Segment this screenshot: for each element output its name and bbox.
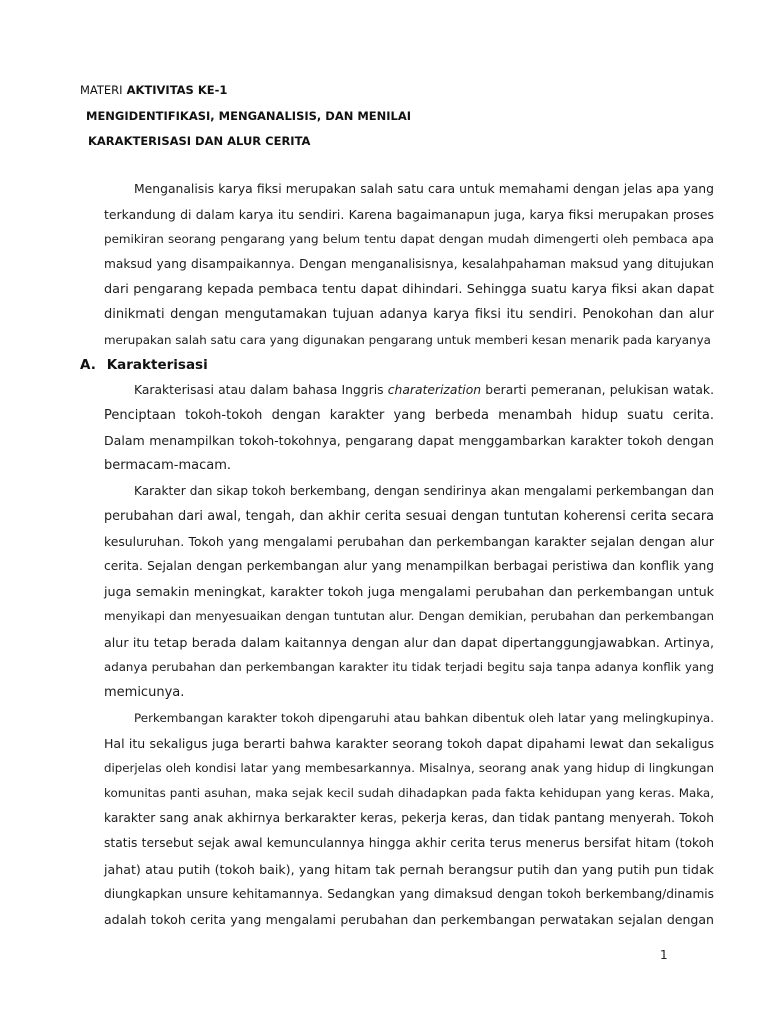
intro-line: dari pengarang kepada pembaca tentu dapat dihindari. Sehingga suatu karya fiksi akan dapat xyxy=(104,282,714,298)
karakterisasi-paragraph-2 xyxy=(104,479,714,705)
intro-line: merupakan salah satu cara yang digunakan pengarang untuk memberi kesan menarik pada karyanya xyxy=(104,332,711,347)
para1-text-before: Karakterisasi atau dalam bahasa Inggris xyxy=(134,383,388,397)
para2-line: memicunya. xyxy=(104,684,185,700)
para3-line: adalah tokoh cerita yang mengalami perubahan dan perkembangan perwatakan sejalan dengan xyxy=(104,911,714,927)
para3-line: komunitas panti asuhan, maka sejak kecil sudah dihadapkan pada fakta kehidupan yang keras. Maka, xyxy=(104,786,714,801)
intro-line: dinikmati dengan mengutamakan tujuan adanya karya fiksi itu sendiri. Penokohan dan alur xyxy=(104,307,714,323)
karakterisasi-paragraph-3 xyxy=(104,706,714,932)
para2-line: menyikapi dan menyesuaikan dengan tuntutan alur. Dengan demikian, perubahan dan perkembangan xyxy=(104,609,714,624)
intro-line: pemikiran seorang pengarang yang belum tentu dapat dengan mudah dimengerti oleh pembaca apa xyxy=(104,232,714,247)
para3-line: diungkapkan unsure kehitamannya. Sedangkan yang dimaksud dengan tokoh berkembang/dinamis xyxy=(104,886,714,901)
section-a-letter: A. xyxy=(80,357,96,373)
para2-line: Karakter dan sikap tokoh berkembang, dengan sendirinya akan mengalami perkembangan dan xyxy=(134,484,714,498)
para3-line: diperjelas oleh kondisi latar yang membesarkannya. Misalnya, seorang anak yang hidup di lingkungan xyxy=(104,761,714,776)
para1-line: Penciptaan tokoh-tokoh dengan karakter yang berbeda menambah hidup suatu cerita. xyxy=(104,408,714,424)
para3-line: statis tersebut sejak awal kemunculannya hingga akhir cerita terus menerus bersifat hitam (tokoh xyxy=(104,836,714,851)
para2-line: kesuluruhan. Tokoh yang mengalami perubahan dan perkembangan karakter sejalan dengan alur xyxy=(104,534,714,550)
para3-line: karakter sang anak akhirnya berkarakter keras, pekerja keras, dan tidak pantang menyerah. Tokoh xyxy=(104,811,714,826)
para1-line: Dalam menampilkan tokoh-tokohnya, pengarang dapat menggambarkan karakter tokoh dengan xyxy=(104,433,714,449)
para2-line: alur itu tetap berada dalam kaitannya dengan alur dan dapat dipertanggungjawabkan. Artinya, xyxy=(104,634,714,650)
header-line-1-rest: AKTIVITAS KE-1 xyxy=(126,83,228,97)
para2-line: perubahan dari awal, tengah, dan akhir cerita sesuai dengan tuntutan koherensi cerita secara xyxy=(104,509,714,525)
intro-paragraph xyxy=(104,177,714,353)
para1-line xyxy=(104,378,714,403)
section-a-heading xyxy=(80,357,208,373)
header-line-1-prefix: MATERI xyxy=(80,83,123,97)
intro-line: terkandung di dalam karya itu sendiri. Karena bagaimanapun juga, karya fiksi merupakan proses xyxy=(104,207,714,223)
para2-line: juga semakin meningkat, karakter tokoh juga mengalami perubahan dan perkembangan untuk xyxy=(104,584,714,600)
header-line-1 xyxy=(80,83,227,97)
intro-line: maksud yang disampaikannya. Dengan menganalisisnya, kesalahpahaman maksud yang ditujukan xyxy=(104,257,714,272)
para1-italic-term: charaterization xyxy=(387,383,482,397)
page-number: 1 xyxy=(660,948,668,962)
para3-line: Hal itu sekaligus juga berarti bahwa karakter seorang tokoh dapat dipahami lewat dan sekaligus xyxy=(104,736,714,752)
karakterisasi-paragraph-1 xyxy=(104,378,714,478)
intro-line: Menganalisis karya fiksi merupakan salah satu cara untuk memahami dengan jelas apa yang xyxy=(134,182,714,196)
para3-line: Perkembangan karakter tokoh dipengaruhi atau bahkan dibentuk oleh latar yang melingkupinya. xyxy=(134,711,714,725)
header-line-3: KARAKTERISASI DAN ALUR CERITA xyxy=(88,134,311,148)
para1-line: bermacam-macam. xyxy=(104,458,232,474)
header-line-2: MENGIDENTIFIKASI, MENGANALISIS, DAN MENILAI xyxy=(86,109,412,123)
section-a-title: Karakterisasi xyxy=(106,357,208,373)
para2-line: cerita. Sejalan dengan perkembangan alur yang menampilkan berbagai peristiwa dan konflik yang xyxy=(104,559,714,574)
para1-text-after: berarti pemeranan, pelukisan watak. xyxy=(481,383,714,397)
para2-line: adanya perubahan dan perkembangan karakter itu tidak terjadi begitu saja tanpa adanya konflik yang xyxy=(104,659,714,674)
para3-line: jahat) atau putih (tokoh baik), yang hitam tak pernah berangsur putih dan yang putih pun tidak xyxy=(104,861,714,877)
